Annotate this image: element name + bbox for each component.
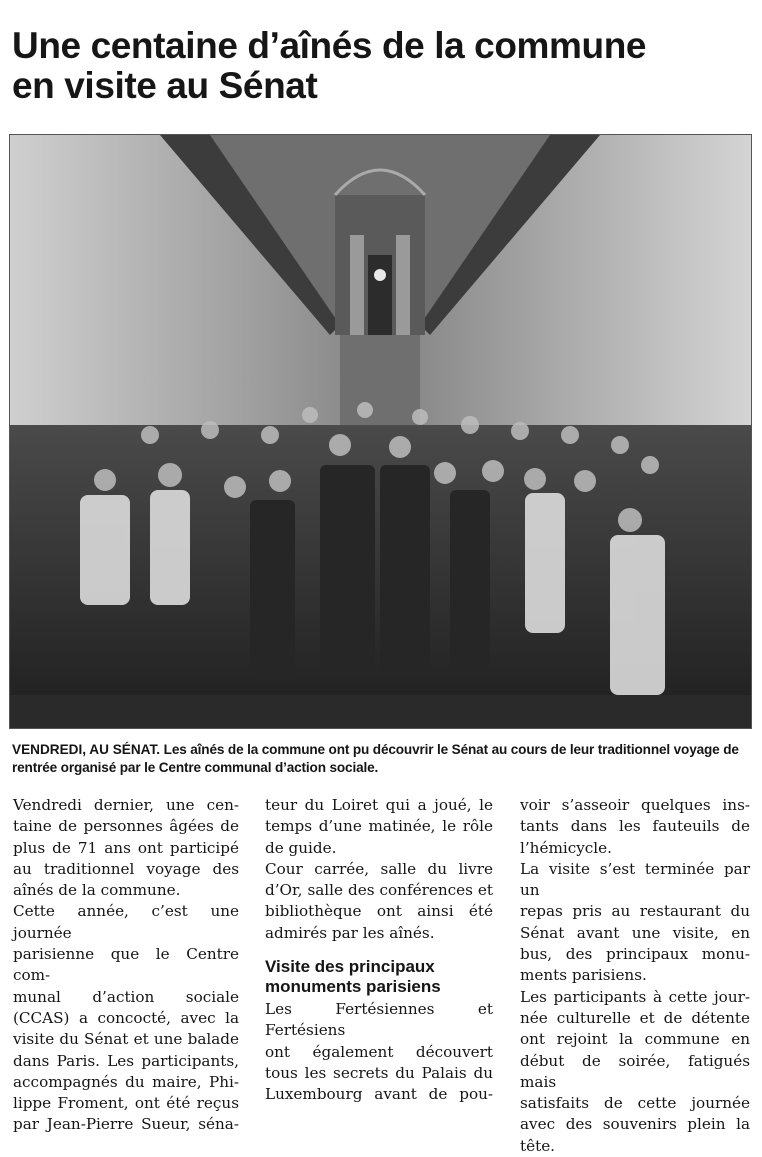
body-line: par Jean-Pierre Sueur, séna- <box>13 1115 239 1134</box>
body-line: Vendredi dernier, une cen- <box>13 796 239 814</box>
body-line: accompagnés du maire, Phi- <box>13 1072 239 1091</box>
body-line: repas pris au restaurant du <box>520 902 750 921</box>
body-column-2 <box>265 795 493 1106</box>
body-line: bus, des principaux monu- <box>520 945 750 964</box>
body-column-3 <box>520 795 750 1157</box>
body-line: Cour carrée, salle du livre <box>265 859 493 878</box>
body-line: temps d’une matinée, le rôle <box>265 817 493 836</box>
body-line: (CCAS) a concocté, avec la <box>13 1008 239 1027</box>
body-line: satisfaits de cette journée <box>520 1094 750 1113</box>
body-line: voir s’asseoir quelques ins- <box>520 796 750 814</box>
body-line: au traditionnel voyage des <box>13 859 239 878</box>
body-line: Les Fertésiennes et Fertésiens <box>265 1000 493 1040</box>
body-line: Les participants à cette jour- <box>520 987 750 1006</box>
subheading-line-1: Visite des principaux <box>265 957 435 977</box>
body-line: plus de 71 ans ont participé <box>13 838 239 857</box>
caption-text: Les aînés de la commune ont pu découvrir le Sénat au cours de leur traditionnel voyage de rentrée organisé par le Centre communal d’action sociale. <box>12 742 739 775</box>
headline <box>12 26 752 106</box>
body-line: de guide. <box>265 838 337 857</box>
group-photo <box>9 134 752 729</box>
body-line: ont rejoint la commune en <box>520 1030 750 1049</box>
body-line: avec des souvenirs plein la <box>520 1115 750 1134</box>
body-line: Cette année, c’est une journée <box>13 902 239 942</box>
body-line: l’hémicycle. <box>520 838 612 857</box>
body-line: née culturelle et de détente <box>520 1008 750 1027</box>
body-line: ont également découvert <box>265 1042 493 1061</box>
body-line: La visite s’est terminée par un <box>520 859 750 900</box>
body-line: aînés de la commune. <box>13 881 181 900</box>
body-line: d’Or, salle des conférences et <box>265 881 493 900</box>
headline-line-1: Une centaine d’aînés de la commune <box>12 25 647 66</box>
body-line: munal d’action sociale <box>13 987 239 1006</box>
body-line: dans Paris. Les participants, <box>13 1051 239 1070</box>
body-line: bibliothèque ont ainsi été <box>265 902 493 921</box>
body-line: tants dans les fauteuils de <box>520 817 750 836</box>
body-line: Luxembourg avant de pou- <box>265 1085 493 1104</box>
body-line: admirés par les aînés. <box>265 923 435 942</box>
body-line: ments parisiens. <box>520 966 647 985</box>
body-line: teur du Loiret qui a joué, le <box>265 796 493 814</box>
body-line: Sénat avant une visite, en <box>520 923 750 942</box>
body-column-1 <box>13 795 239 1136</box>
photo-caption <box>12 741 752 777</box>
body-line: visite du Sénat et une balade <box>13 1030 239 1049</box>
body-line: lippe Froment, ont été reçus <box>13 1094 239 1113</box>
body-line: parisienne que le Centre com- <box>13 945 239 985</box>
body-line: tête. <box>520 1136 556 1155</box>
body-line: taine de personnes âgées de <box>13 817 239 836</box>
section-subheading <box>265 957 493 997</box>
headline-line-2: en visite au Sénat <box>12 65 318 106</box>
body-line: tous les secrets du Palais du <box>265 1063 493 1082</box>
body-line: début de soirée, fatigués mais <box>520 1051 750 1091</box>
caption-lead: VENDREDI, AU SÉNAT. <box>12 742 161 757</box>
subheading-line-2: monuments parisiens <box>265 977 441 997</box>
